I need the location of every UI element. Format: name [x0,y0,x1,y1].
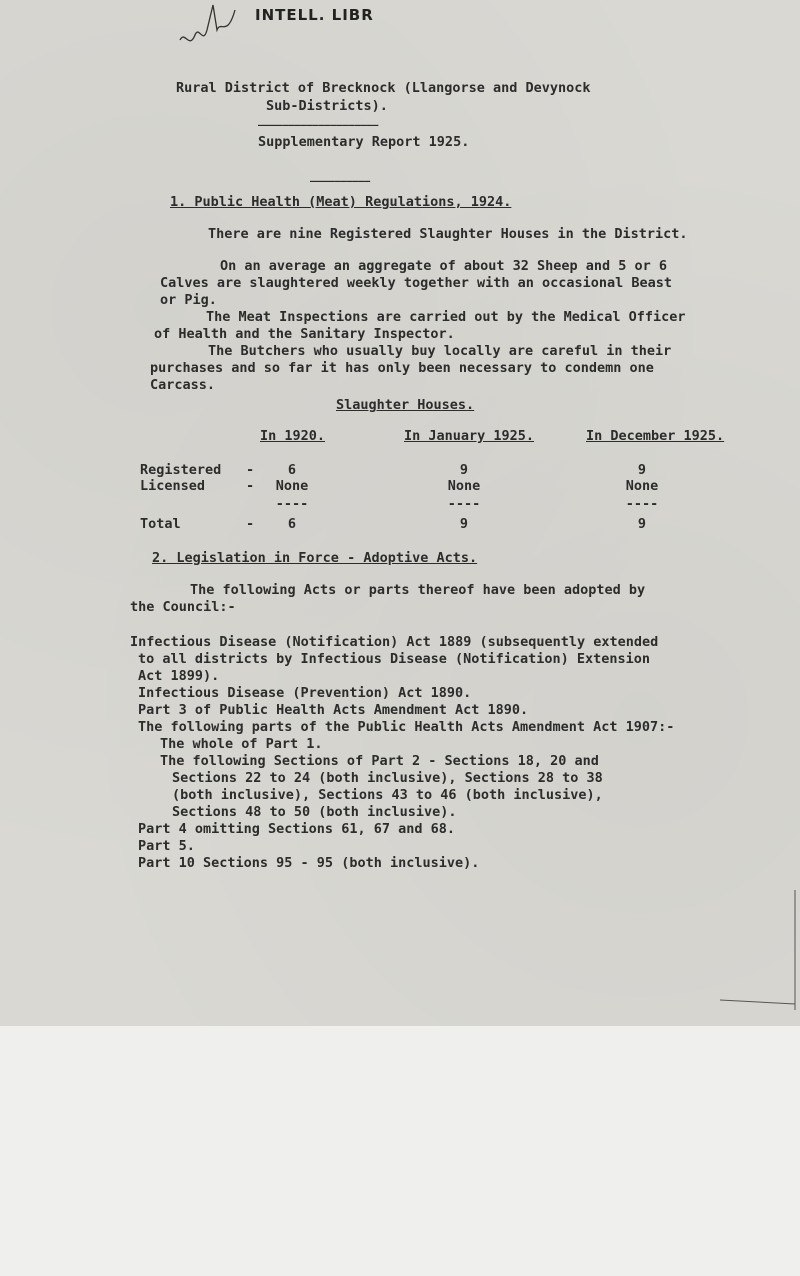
section1-p4-line2: purchases and so far it has only been necessary to condemn one [150,360,654,376]
report-title-line3: Supplementary Report 1925. [258,134,470,150]
row-label: Registered [140,462,222,478]
section1-p4-line3: Carcass. [150,377,216,393]
cell-registered-1920: 6 [287,462,297,478]
section1-p2-line1: On an average an aggregate of about 32 Sheep and 5 or 6 [220,258,668,274]
cell-licensed-1920: None [275,478,309,494]
report-title-line2: Sub-Districts). [266,98,388,114]
act-item-4: Infectious Disease (Prevention) Act 1890. [138,685,472,701]
section1-p3-line2: of Health and the Sanitary Inspector. [154,326,455,342]
section2-intro-line1: The following Acts or parts thereof have been adopted by [190,582,646,598]
subtitle-divider: —————————— [310,176,371,187]
act-item-2: to all districts by Infectious Disease (Notification) Extension [138,651,651,667]
cell-total-1920: 6 [287,516,297,532]
section1-p3-line1: The Meat Inspections are carried out by the Medical Officer [206,309,686,325]
section1-p4-line1: The Butchers who usually buy locally are careful in their [208,343,672,359]
section1-p2-line2: Calves are slaughtered weekly together with an occasional Beast [160,275,673,291]
tail-item-3: Part 10 Sections 95 - 95 (both inclusive). [138,855,480,871]
report-title-line1: Rural District of Brecknock (Llangorse and Devynock [176,80,591,96]
act-item-3: Act 1899). [138,668,220,684]
row-dash: - [246,516,255,532]
cell-total-dec-1925: 9 [637,516,647,532]
row-label: Licensed [140,478,206,494]
subitem-5: Sections 48 to 50 (both inclusive). [172,804,457,820]
separator-1920: ---- [275,496,309,512]
handwritten-scribble [175,0,245,55]
table-row [140,478,205,494]
row-dash: - [246,462,255,478]
act-item-1: Infectious Disease (Notification) Act 1889 (subsequently extended [130,634,659,650]
section1-heading: 1. Public Health (Meat) Regulations, 1924. [170,194,512,210]
separator-dec-1925: ---- [625,496,659,512]
cell-total-jan-1925: 9 [459,516,469,532]
cell-registered-jan-1925: 9 [459,462,469,478]
row-dash: - [246,478,255,494]
table-row [140,516,181,532]
subitem-2: The following Sections of Part 2 - Sections 18, 20 and [160,753,599,769]
subitem-1: The whole of Part 1. [160,736,323,752]
cell-licensed-dec-1925: None [625,478,659,494]
blank-margin [0,1026,800,1276]
cell-registered-dec-1925: 9 [637,462,647,478]
subitem-4: (both inclusive), Sections 43 to 46 (both inclusive), [172,787,603,803]
table-row [140,462,221,478]
column-header-1920: In 1920. [260,428,326,444]
subitem-3: Sections 22 to 24 (both inclusive), Sections 28 to 38 [172,770,603,786]
cell-licensed-jan-1925: None [447,478,481,494]
section1-paragraph1: There are nine Registered Slaughter Houses in the District. [208,226,688,242]
section2-intro-line2: the Council:- [130,599,236,615]
row-label: Total [140,516,181,532]
tail-item-2: Part 5. [138,838,195,854]
library-stamp: INTELL. LIBR [255,6,374,24]
table-title: Slaughter Houses. [336,397,475,413]
act-item-6: The following parts of the Public Health Acts Amendment Act 1907:- [138,719,675,735]
title-divider: ———————————————————— [258,120,379,131]
page-edge-scribble [700,880,800,1020]
section1-p2-line3: or Pig. [160,292,217,308]
column-header-jan-1925: In January 1925. [404,428,535,444]
section2-heading: 2. Legislation in Force - Adoptive Acts. [152,550,478,566]
act-item-5: Part 3 of Public Health Acts Amendment Act 1890. [138,702,529,718]
column-header-dec-1925: In December 1925. [586,428,725,444]
separator-jan-1925: ---- [447,496,481,512]
tail-item-1: Part 4 omitting Sections 61, 67 and 68. [138,821,455,837]
